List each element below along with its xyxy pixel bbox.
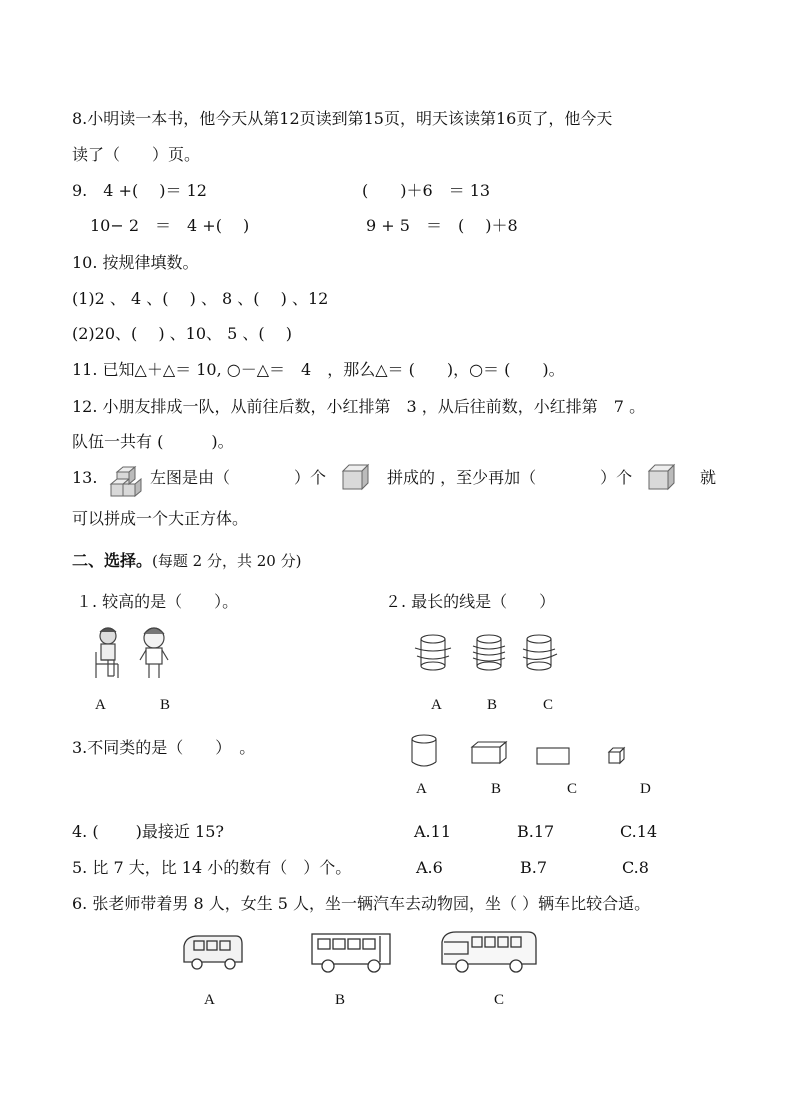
q13-part-c: 就: [700, 468, 717, 487]
q9-a: 9. 4 +( )＝ 12: [72, 181, 207, 200]
choice6-label-b: B: [335, 992, 346, 1008]
choice4-option-a[interactable]: A.11: [414, 822, 451, 841]
choice2-label-b: B: [487, 697, 498, 713]
choice6-question: 6. 张老师带着男 8 人，女生 5 人，坐一辆汽车去动物园，坐（ ）辆车比较合适。: [72, 894, 651, 913]
choice3-label-a: A: [416, 781, 427, 797]
choice2-label-c: C: [543, 697, 554, 713]
q8-line1: 8.小明读一本书，他今天从第12页读到第15页，明天该读第16页了，他今天: [72, 109, 613, 128]
choice5-option-a[interactable]: A.6: [416, 858, 443, 877]
choice4-option-c[interactable]: C.14: [620, 822, 658, 841]
choice4-option-b[interactable]: B.17: [517, 822, 555, 841]
choice3-label-d: D: [640, 781, 651, 797]
q9-c: 10− 2 ＝ 4 +( ): [90, 216, 250, 235]
q13-line2: 可以拼成一个大正方体。: [72, 509, 249, 528]
q12-line1: 12. 小朋友排成一队，从前往后数，小红排第 3 ，从后往前数，小红排第 7 。: [72, 397, 646, 416]
q13-part-b: 拼成的 ，至少再加（ ）个: [387, 468, 633, 487]
q9-b: ( )＋6 ＝ 13: [362, 181, 491, 200]
q8-line2: 读了（ ）页。: [72, 145, 201, 164]
q13-number: 13.: [72, 468, 98, 487]
q13-part-a: 左图是由（ ）个: [150, 468, 327, 487]
choice5-question: 5. 比 7 大，比 14 小的数有（ ）个。: [72, 858, 352, 877]
choice3-label-c: C: [567, 781, 578, 797]
choice6-label-a: A: [204, 992, 215, 1008]
choice3-question: 3.不同类的是（ ） 。: [72, 738, 256, 757]
q11: 11. 已知△＋△＝ 10, ○－△＝ 4 ，那么△＝ ( )，○＝ ( )。: [72, 360, 565, 379]
choice2-question: ２. 最长的线是（ ）: [385, 592, 556, 611]
q10-title: 10. 按规律填数。: [72, 253, 199, 272]
q10-1: (1)2 、 4 、( ) 、 8 、( ) 、12: [72, 289, 329, 308]
q10-2: (2)20、( ) 、10、 5 、( ): [72, 324, 292, 343]
vehicles-image: [180, 928, 540, 976]
stacked-cubes-icon: [109, 466, 143, 500]
choice2-label-a: A: [431, 697, 442, 713]
unit-cube-icon: [342, 464, 370, 490]
section2-note: (每题 2 分，共 20 分): [152, 552, 302, 570]
q9-d: 9 + 5 ＝ ( )＋8: [366, 216, 518, 235]
q12-line2: 队伍一共有 ( )。: [72, 432, 234, 451]
unit-cube-icon: [648, 464, 676, 490]
choice1-label-a: A: [95, 697, 106, 713]
choice6-label-c: C: [494, 992, 505, 1008]
choice3-label-b: B: [491, 781, 502, 797]
children-height-image: [92, 624, 182, 684]
coiled-lines-image: [413, 634, 563, 674]
section2-title-text: 二、选择。: [72, 551, 153, 570]
choice4-question: 4. ( )最接近 15?: [72, 822, 224, 841]
shapes-image: [410, 734, 640, 770]
choice1-label-b: B: [160, 697, 171, 713]
section2-title: [72, 551, 301, 571]
choice5-option-b[interactable]: B.7: [520, 858, 548, 877]
choice1-question: １. 较高的是（ ）。: [76, 592, 239, 611]
choice5-option-c[interactable]: C.8: [622, 858, 649, 877]
